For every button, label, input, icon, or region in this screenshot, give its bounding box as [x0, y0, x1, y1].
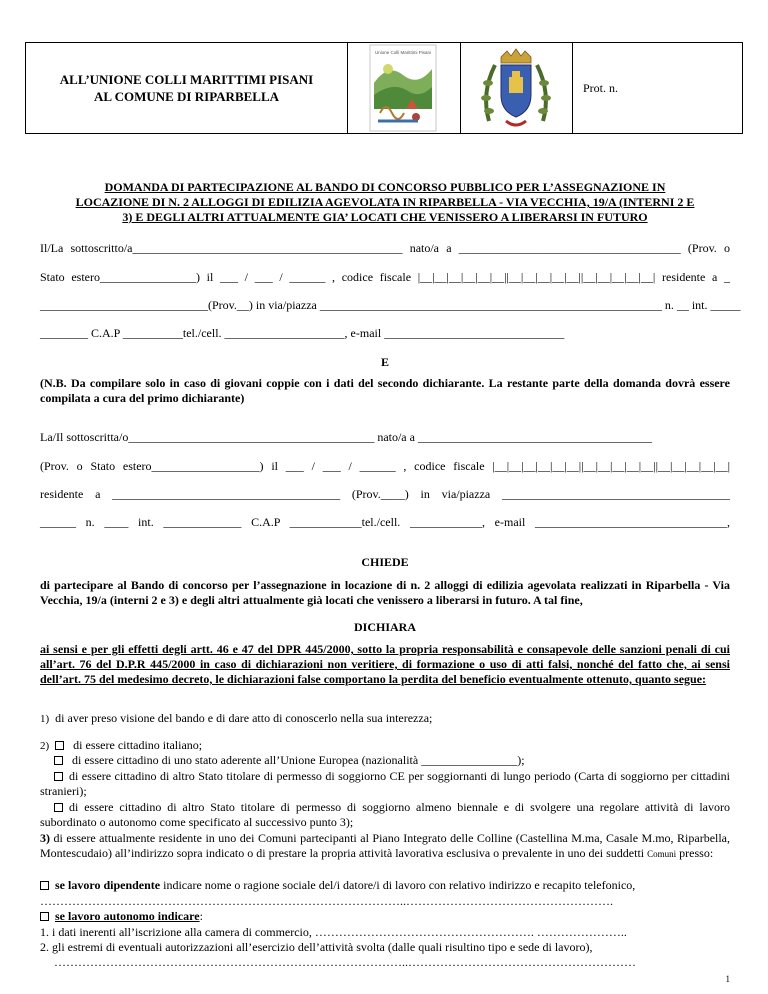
employee-text: indicare nome o ragione sociale del/i datore/i di lavoro con relativo indirizzo e recapito telefonico,	[163, 878, 636, 892]
first-declarant-line-1[interactable]: Il/La sottoscritto/a_____________________________________________ nato/a a _____________________________________ (Prov. o	[40, 241, 730, 255]
checkbox-biennial-permit[interactable]	[54, 803, 63, 812]
item-1-number: 1)	[40, 713, 50, 725]
employee-section	[40, 878, 730, 893]
first-declarant-line-2[interactable]: Stato estero________________) il ___ / ___ / ______ , codice fiscale |__|__|__|__|__|__||__|__|__|__|__||__|__|__|__|__| residente a _	[40, 270, 730, 284]
item-2	[40, 738, 730, 754]
second-declarant-line-3[interactable]: residente a ______________________________________ (Prov.____) in via/piazza ______________________________________	[40, 487, 730, 501]
title-line-2: LOCAZIONE DI N. 2 ALLOGGI DI EDILIZIA AGEVOLATA IN RIPARBELLA - VIA VECCHIA, 19/A (INTERNI 2 E	[75, 195, 695, 209]
union-logo	[348, 43, 461, 133]
self-employed-item-2: 2. gli estremi di eventuali autorizzazioni all’esercizio dell’attività svolta (dalle quali risultino tipo e sede di lavoro),	[40, 940, 593, 954]
first-declarant-line-3[interactable]: ____________________________(Prov.__) in via/piazza _________________________________________________________ n. __ int. _____	[40, 298, 741, 312]
address-line-1: ALL’UNIONE COLLI MARITTIMI PISANI	[59, 72, 314, 87]
checkbox-employee[interactable]	[40, 881, 49, 890]
page-number: 1	[725, 974, 730, 984]
header-box	[25, 42, 743, 134]
document-title	[40, 180, 730, 225]
employee-label: se lavoro dipendente	[55, 878, 161, 892]
title-line-3: 3) E DEGLI ALTRI ATTUALMENTE GIA’ LOCATI CHE VENISSERO A LIBERARSI IN FUTURO	[122, 210, 648, 224]
item-3-comuni: Comuni	[647, 849, 677, 859]
item-1-text: di aver preso visione del bando e di dare atto di conoscerlo nella sua interezza;	[55, 711, 433, 725]
first-declarant-line-4[interactable]: ________ C.A.P __________tel./cell. ____________________, e-mail ______________________________	[40, 326, 565, 340]
item-3-text: di essere attualmente residente in uno dei Comuni partecipanti al Piano Integrato delle Colline (Castellina M.ma, Casale M.mo, Riparbella, Montescudaio) all’indirizzo sopra indicato o di prestare la propria attività lavorativa esclusiva o prevalente in uno dei suddetti	[40, 831, 731, 860]
chiede-text: di partecipare al Bando di concorso per l’assegnazione in locazione di n. 2 alloggi di edilizia agevolata realizzati in Riparbella - Via Vecchia, 19/a (interni 2 e 3) e degli altri attualmente già locati che venissero a liberarsi in futuro. A tal fine,	[40, 578, 730, 607]
self-employed-colon: :	[199, 909, 203, 923]
second-declarant-line-2[interactable]: (Prov. o Stato estero__________________) il ___ / ___ / ______ , codice fiscale |__|__|__|__|__|__||__|__|__|__|__||__|__|__|__|__|	[40, 459, 730, 473]
nb-note: (N.B. Da compilare solo in caso di giovani coppie con i dati del secondo dichiarante. La restante parte della domanda dovrà essere compilata a cura del primo dichiarante)	[40, 376, 730, 405]
option-eu-citizen: di essere cittadino di uno stato aderente all’Unione Europea (nazionalità ________________);	[72, 753, 525, 767]
union-logo-icon	[348, 43, 459, 133]
item-3	[40, 831, 730, 862]
item-2-c	[40, 769, 730, 799]
item-2-d	[40, 800, 730, 830]
second-declarant-line-1[interactable]: La/Il sottoscritta/o_________________________________________ nato/a a _______________________________________	[40, 430, 652, 444]
self-employed-label: se lavoro autonomo indicare	[55, 909, 200, 923]
coat-of-arms-icon	[461, 43, 571, 133]
item-2-number: 2)	[40, 740, 50, 752]
option-biennial-permit: di essere cittadino di altro Stato titolare di permesso di soggiorno almeno biennale e di svolgere una regolare attività di lavoro subordinato o autonomo come specificato al successivo punto 3);	[40, 800, 730, 829]
self-employed-item-1[interactable]: 1. i dati inerenti all’iscrizione alla camera di commercio, ………………………………………………. …………………..	[40, 925, 627, 939]
option-long-term-permit: di essere cittadino di altro Stato titolare di permesso di soggiorno CE per soggiornanti di lungo periodo (Carta di soggiorno per cittadini stranieri);	[40, 769, 730, 798]
title-line-1: DOMANDA DI PARTECIPAZIONE AL BANDO DI CONCORSO PUBBLICO PER L’ASSEGNAZIONE IN	[104, 180, 666, 194]
recipient-address	[26, 43, 348, 133]
checkbox-italian-citizen[interactable]	[55, 741, 64, 750]
item-2-b	[40, 753, 730, 768]
and-separator: E	[380, 355, 389, 369]
protocol-label: Prot. n.	[583, 80, 619, 95]
dichiara-heading: DICHIARA	[353, 620, 416, 634]
riparbella-coat-of-arms	[461, 43, 573, 133]
protocol-number-cell	[573, 43, 744, 133]
self-employed-section	[40, 909, 730, 924]
checkbox-self-employed[interactable]	[40, 912, 49, 921]
chiede-heading: CHIEDE	[361, 555, 409, 569]
item-3-end: presso:	[679, 846, 714, 860]
item-1	[40, 711, 730, 727]
address-line-2: AL COMUNE DI RIPARBELLA	[93, 89, 280, 104]
option-italian-citizen: di essere cittadino italiano;	[73, 738, 203, 752]
self-employed-dots[interactable]: ……………………………………………………………………………..…………………………………………………	[54, 955, 636, 969]
second-declarant-line-4[interactable]: ______ n. ____ int. _____________ C.A.P ____________tel./cell. ____________, e-mail ________________________________,	[40, 515, 730, 529]
checkbox-long-term-permit[interactable]	[54, 772, 63, 781]
employee-dots[interactable]: ………………………………………………………………………………..…………………………………………….	[40, 894, 613, 908]
dichiara-text: ai sensi e per gli effetti degli artt. 46 e 47 del DPR 445/2000, sotto la propria responsabilità e consapevole delle sanzioni penali di cui all’art. 76 del D.P.R 445/2000 in caso di dichiarazioni non veritiere, di formazione o uso di atti falsi, nonché del fatto che, ai sensi dell’art. 75 del medesimo decreto, le dichiarazioni false comportano la perdita del beneficio eventualmente ottenuto, quanto segue:	[40, 642, 730, 686]
item-3-number: 3)	[40, 831, 50, 845]
checkbox-eu-citizen[interactable]	[54, 756, 63, 765]
logo-caption: Unione Colli Marittimi Pisani	[374, 50, 432, 55]
